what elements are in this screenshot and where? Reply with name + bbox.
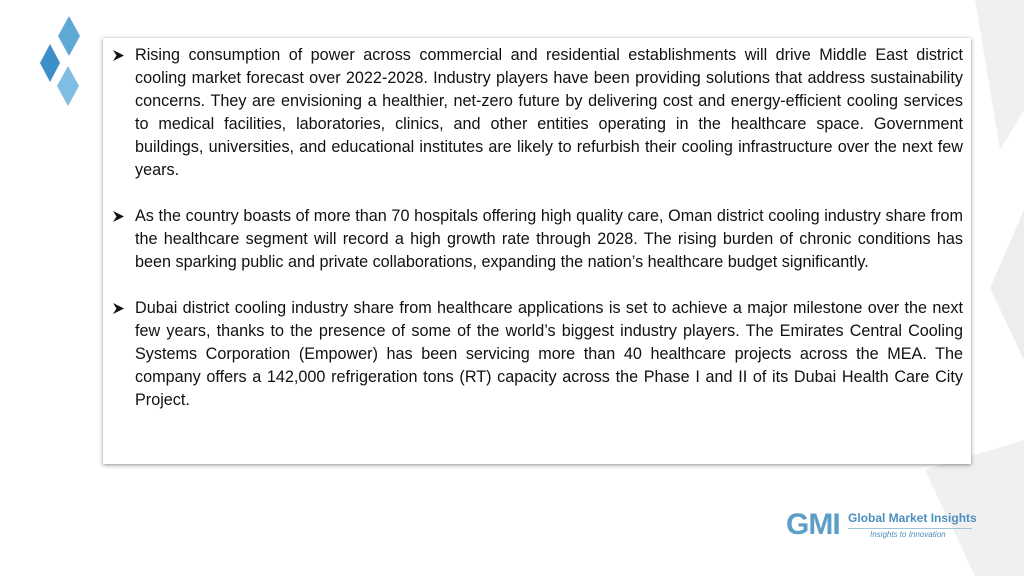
bullet-text: Dubai district cooling industry share from healthcare applications is set to achieve a major milestone over the next few years, thanks to the presence of some of the world’s biggest industry players. The Emirates Central Cooling Systems Corporation (Empower) has been servicing more than 40 healthcare projects across the MEA. The company offers a 142,000 refrigeration tons (RT) capacity across the Phase I and II of its Dubai Health Care City Project. (135, 299, 963, 409)
arrow-bullet-icon (113, 303, 124, 314)
content-card (103, 38, 971, 464)
arrow-bullet-icon (113, 50, 124, 61)
logo-tagline: Insights to Innovation (870, 530, 946, 539)
arrow-bullet-icon (113, 211, 124, 222)
bullet-item (113, 44, 963, 182)
bullet-text: As the country boasts of more than 70 hospitals offering high quality care, Oman district cooling industry share from the healthcare segment will record a high growth rate through 2028. The rising burden of chronic conditions has been sparking public and private collaborations, expanding the nation’s healthcare budget significantly. (135, 207, 963, 271)
bullet-text: Rising consumption of power across commercial and residential establishments will drive Middle East district cooling market forecast over 2022-2028. Industry players have been providing solutions that address sustainability concerns. They are envisioning a healthier, net-zero future by delivering cost and energy-efficient cooling services to medical facilities, laboratories, clinics, and other entities operating in the healthcare space. Government buildings, universities, and educational institutes are likely to refurbish their cooling infrastructure over the next few years. (135, 46, 963, 179)
bullet-item (113, 205, 963, 274)
bullet-item (113, 297, 963, 412)
logo-divider (848, 528, 972, 529)
diamond-decoration-icon (36, 16, 86, 108)
logo-mark: GMI (786, 508, 840, 541)
gmi-logo (786, 506, 977, 546)
logo-company-name: Global Market Insights (848, 511, 977, 525)
